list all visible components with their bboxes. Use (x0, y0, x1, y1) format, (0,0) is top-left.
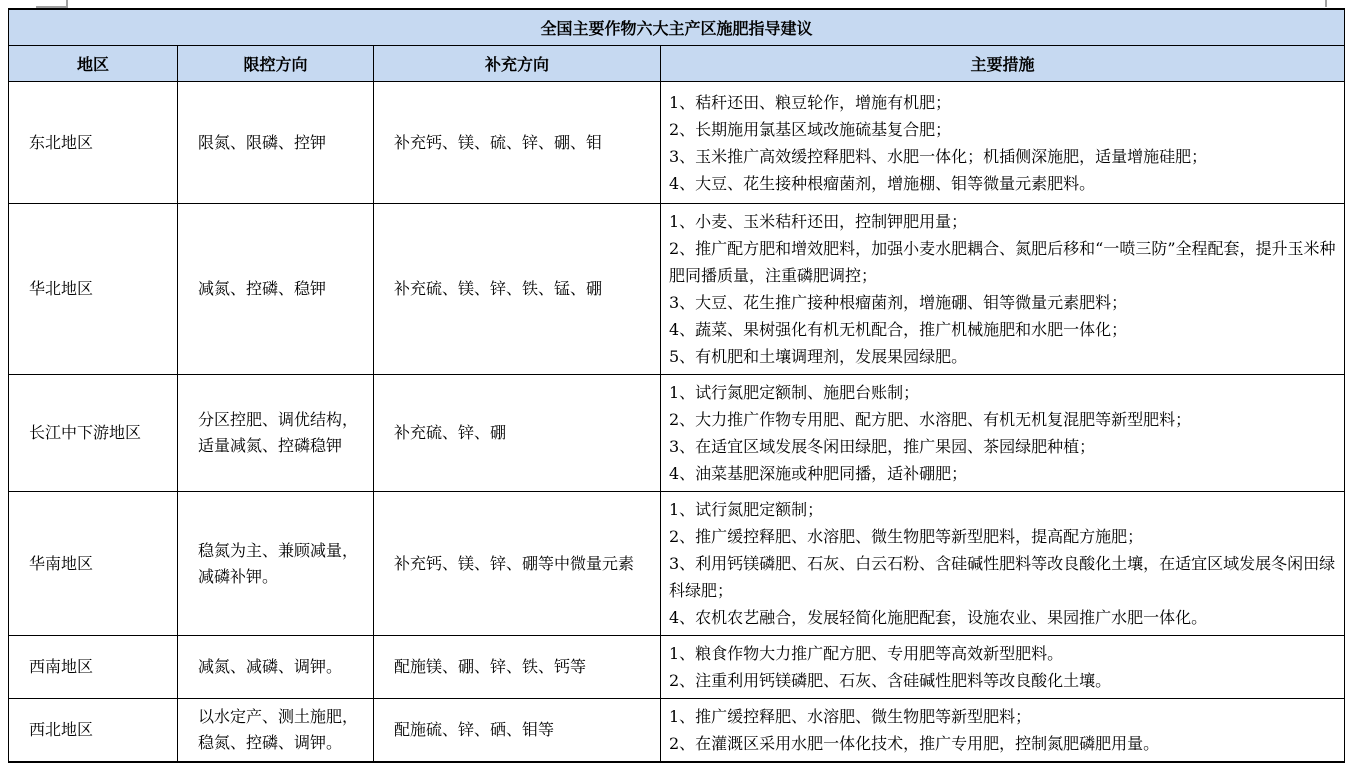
supplement-cell[interactable]: 补充硫、镁、锌、铁、锰、硼 (374, 204, 661, 375)
table-row (9, 375, 1345, 492)
measures-cell[interactable] (661, 636, 1345, 699)
measure-item: 1、试行氮肥定额制、施肥台账制； (669, 383, 920, 402)
measure-item: 1、推广缓控释肥、水溶肥、微生物肥等新型肥料； (669, 707, 1032, 726)
supplement-cell[interactable]: 补充硫、锌、硼 (374, 375, 661, 492)
measures-cell[interactable] (661, 699, 1345, 763)
measure-item: 3、利用钙镁磷肥、石灰、白云石粉、含硅碱性肥料等改良酸化土壤，在适宜区域发展冬闲田绿科绿肥； (669, 554, 1336, 600)
measure-item: 1、试行氮肥定额制； (669, 500, 824, 519)
measure-item: 2、注重利用钙镁磷肥、石灰、含硅碱性肥料等改良酸化土壤。 (669, 671, 1112, 690)
measures-cell[interactable] (661, 375, 1345, 492)
column-header-measures[interactable]: 主要措施 (661, 46, 1345, 82)
table-row (9, 636, 1345, 699)
restrict-cell[interactable]: 减氮、控磷、稳钾 (178, 204, 374, 375)
measure-item: 1、秸秆还田、粮豆轮作，增施有机肥； (669, 92, 952, 112)
restrict-cell[interactable]: 减氮、减磷、调钾。 (178, 636, 374, 699)
table-title: 全国主要作物六大主产区施肥指导建议 (9, 9, 1345, 46)
column-header-restrict[interactable]: 限控方向 (178, 46, 374, 82)
supplement-cell[interactable]: 补充钙、镁、锌、硼等中微量元素 (374, 492, 661, 636)
column-header-supplement[interactable]: 补充方向 (374, 46, 661, 82)
column-header-region[interactable]: 地区 (9, 46, 178, 82)
header-row (9, 46, 1345, 82)
measure-item: 4、农机农艺融合，发展轻简化施肥配套，设施农业、果园推广水肥一体化。 (669, 608, 1208, 627)
measure-item: 1、小麦、玉米秸秆还田，控制钾肥用量； (669, 212, 968, 231)
restrict-cell[interactable]: 稳氮为主、兼顾减量，减磷补钾。 (178, 492, 374, 636)
table-row (9, 492, 1345, 636)
region-cell[interactable]: 东北地区 (9, 82, 178, 204)
measure-item: 1、粮食作物大力推广配方肥、专用肥等高效新型肥料。 (669, 644, 1064, 663)
table-body (9, 82, 1345, 763)
measures-cell[interactable] (661, 492, 1345, 636)
table-row (9, 699, 1345, 763)
region-cell[interactable]: 华北地区 (9, 204, 178, 375)
measure-item: 5、有机肥和土壤调理剂，发展果园绿肥。 (669, 347, 968, 366)
table-row (9, 82, 1345, 204)
measure-item: 2、推广缓控释肥、水溶肥、微生物肥等新型肥料，提高配方施肥； (669, 527, 1144, 546)
measure-item: 3、玉米推广高效缓控释肥料、水肥一体化；机插侧深施肥，适量增施硅肥； (669, 146, 1208, 166)
restrict-cell[interactable]: 限氮、限磷、控钾 (178, 82, 374, 204)
region-cell[interactable]: 长江中下游地区 (9, 375, 178, 492)
supplement-cell[interactable]: 配施镁、硼、锌、铁、钙等 (374, 636, 661, 699)
measure-item: 3、大豆、花生推广接种根瘤菌剂，增施硼、钼等微量元素肥料； (669, 293, 1128, 312)
fertilization-guide-table (8, 8, 1345, 763)
spreadsheet-gridline-artifact (36, 0, 68, 8)
supplement-cell[interactable]: 补充钙、镁、硫、锌、硼、钼 (374, 82, 661, 204)
region-cell[interactable]: 华南地区 (9, 492, 178, 636)
measure-item: 3、在适宜区域发展冬闲田绿肥，推广果园、茶园绿肥种植； (669, 437, 1096, 456)
spreadsheet-gridline-artifact (1325, 0, 1351, 7)
supplement-cell[interactable]: 配施硫、锌、硒、钼等 (374, 699, 661, 763)
measures-cell[interactable] (661, 82, 1345, 204)
measure-item: 2、推广配方肥和增效肥料，加强小麦水肥耦合、氮肥后移和“一喷三防”全程配套，提升玉米种肥同播质量，注重磷肥调控； (669, 239, 1336, 285)
title-row (9, 9, 1345, 46)
region-cell[interactable]: 西南地区 (9, 636, 178, 699)
measure-item: 4、蔬菜、果树强化有机无机配合，推广机械施肥和水肥一体化； (669, 320, 1128, 339)
measures-cell[interactable] (661, 204, 1345, 375)
measure-item: 2、大力推广作物专用肥、配方肥、水溶肥、有机无机复混肥等新型肥料； (669, 410, 1192, 429)
region-cell[interactable]: 西北地区 (9, 699, 178, 763)
measure-item: 4、油菜基肥深施或种肥同播，适补硼肥； (669, 464, 968, 483)
restrict-cell[interactable]: 以水定产、测土施肥，稳氮、控磷、调钾。 (178, 699, 374, 763)
restrict-cell[interactable]: 分区控肥、调优结构，适量减氮、控磷稳钾 (178, 375, 374, 492)
measure-item: 2、长期施用氯基区域改施硫基复合肥； (669, 119, 952, 139)
measure-item: 4、大豆、花生接种根瘤菌剂，增施棚、钼等微量元素肥料。 (669, 173, 1096, 193)
table-row (9, 204, 1345, 375)
measure-item: 2、在灌溉区采用水肥一体化技术，推广专用肥，控制氮肥磷肥用量。 (669, 734, 1160, 753)
